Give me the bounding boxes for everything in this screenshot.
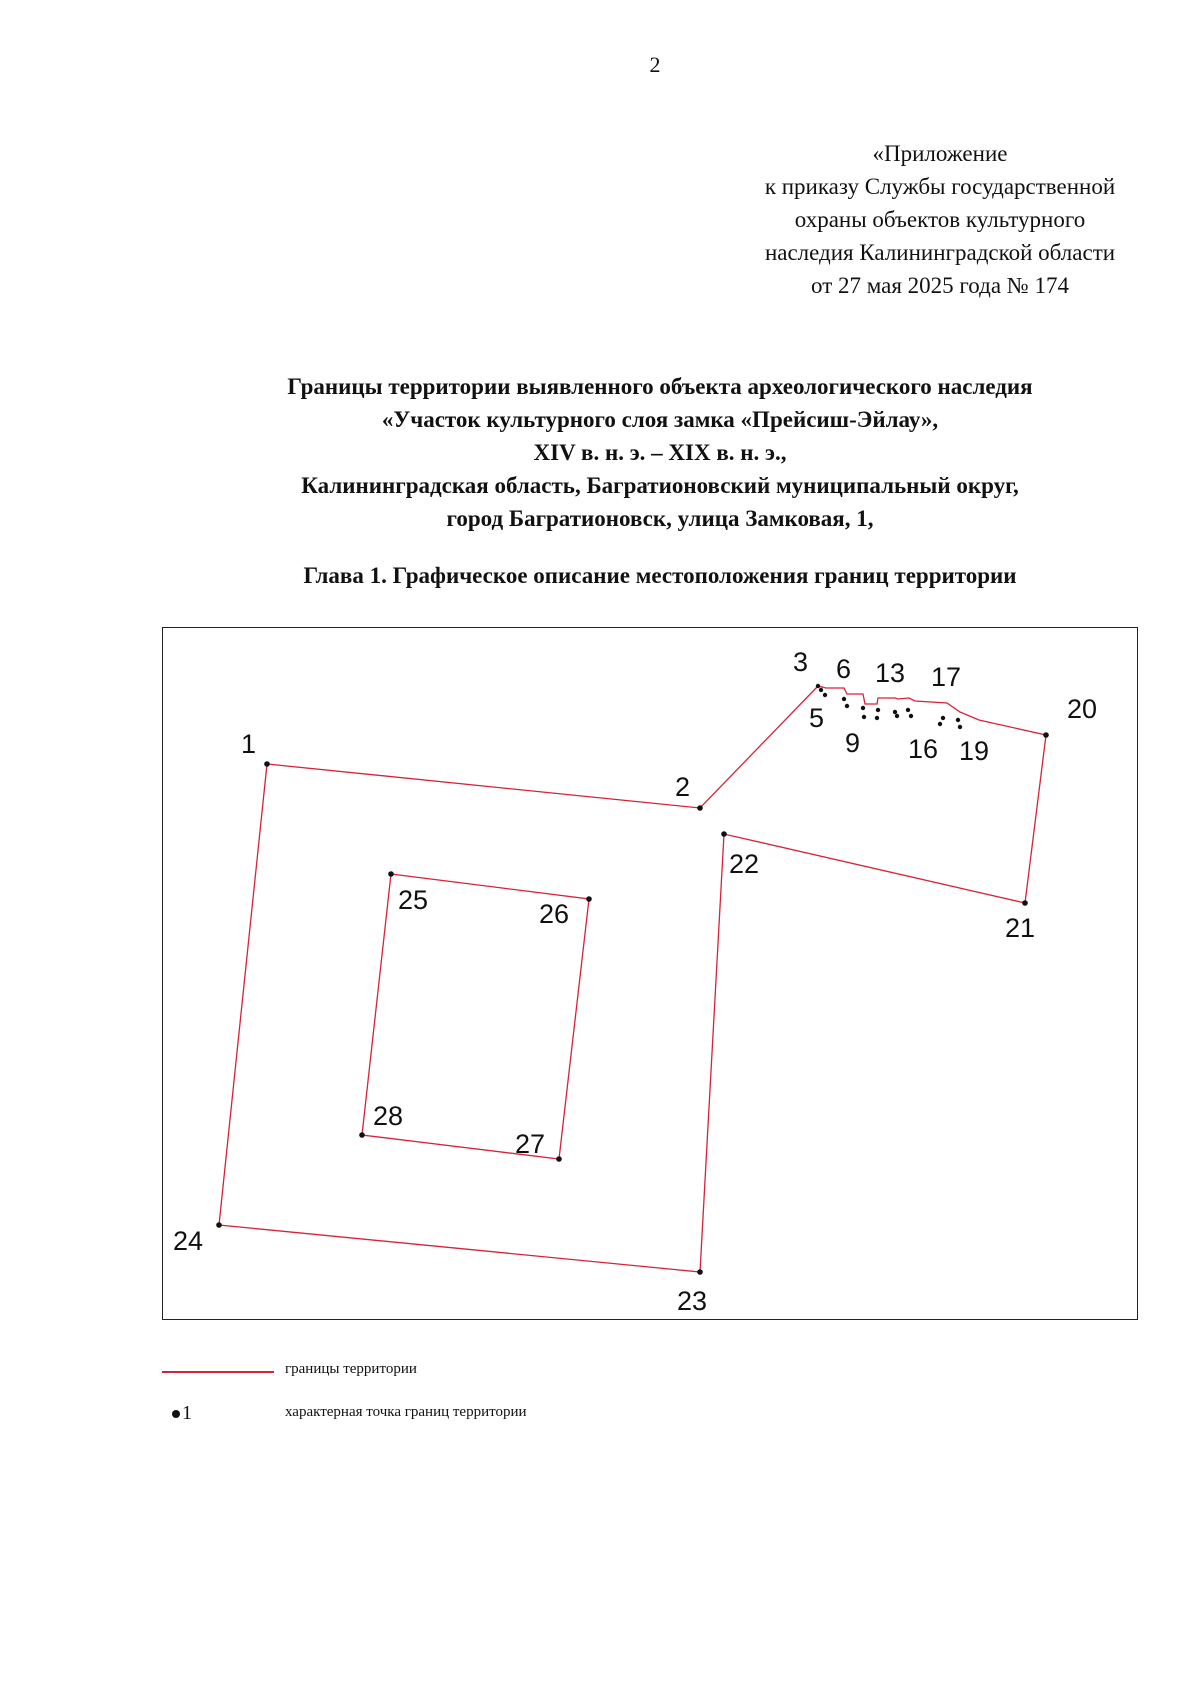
point-15-dot	[909, 714, 913, 718]
title-line: Границы территории выявленного объекта археологического наследия	[287, 374, 1033, 399]
appendix-line: к приказу Службы государственной	[764, 174, 1116, 199]
point-16-dot	[938, 722, 942, 726]
point-label-26: 26	[539, 899, 570, 929]
outer-boundary	[219, 686, 1046, 1272]
point-12-dot	[893, 710, 897, 714]
point-label-16: 16	[908, 734, 939, 764]
point-label-3: 3	[793, 647, 809, 677]
legend-point-symbol	[172, 1402, 192, 1425]
point-25-dot	[388, 871, 394, 877]
point-label-21: 21	[1005, 913, 1036, 943]
point-5-dot	[823, 693, 827, 697]
chapter-heading: Глава 1. Графическое описание местоположения границ территории	[303, 563, 1017, 588]
title-line: «Участок культурного слоя замка «Прейсиш-Эйлау»,	[381, 407, 939, 432]
point-label-25: 25	[398, 885, 429, 915]
point-6-dot	[842, 697, 846, 701]
point-label-24: 24	[173, 1226, 204, 1256]
legend-boundary-line	[162, 1371, 274, 1373]
point-marker-icon	[172, 1410, 180, 1418]
point-label-9: 9	[845, 728, 861, 758]
page-number: 2	[649, 52, 661, 77]
point-24-dot	[216, 1222, 222, 1228]
point-17-dot	[941, 716, 945, 720]
point-27-dot	[556, 1156, 562, 1162]
boundary-map-canvas	[163, 628, 1139, 1321]
point-label-20: 20	[1067, 694, 1098, 724]
point-18-dot	[956, 718, 960, 722]
point-1-dot	[264, 761, 270, 767]
legend-point-number: 1	[182, 1402, 192, 1424]
appendix-reference	[670, 137, 1200, 302]
point-9-dot	[862, 715, 866, 719]
legend-boundary-label: границы территории	[285, 1361, 417, 1377]
appendix-line: «Приложение	[872, 141, 1008, 166]
point-10-dot	[875, 716, 879, 720]
boundary-map	[162, 627, 1138, 1320]
point-label-19: 19	[959, 736, 990, 766]
point-label-5: 5	[809, 703, 825, 733]
appendix-line: наследия Калининградской области	[764, 240, 1116, 265]
appendix-line: охраны объектов культурного	[794, 207, 1086, 232]
point-label-2: 2	[675, 772, 691, 802]
point-28-dot	[359, 1132, 365, 1138]
point-14-dot	[906, 708, 910, 712]
point-23-dot	[697, 1269, 703, 1275]
point-3-dot	[816, 684, 820, 688]
point-label-6: 6	[836, 654, 852, 684]
point-11-dot	[876, 708, 880, 712]
point-2-dot	[697, 805, 703, 811]
point-8-dot	[861, 706, 865, 710]
point-labels	[173, 647, 1097, 1316]
point-22-dot	[721, 831, 727, 837]
appendix-line: от 27 мая 2025 года № 174	[811, 273, 1069, 298]
title-line: Калининградская область, Багратионовский муниципальный округ,	[301, 473, 1019, 498]
point-26-dot	[586, 896, 592, 902]
point-label-23: 23	[677, 1286, 708, 1316]
point-label-27: 27	[515, 1129, 546, 1159]
boundary-lines	[219, 686, 1046, 1272]
point-label-22: 22	[729, 849, 760, 879]
point-4-dot	[819, 688, 823, 692]
point-20-dot	[1043, 732, 1049, 738]
title-line: город Багратионовск, улица Замковая, 1,	[446, 506, 874, 531]
point-label-1: 1	[241, 729, 257, 759]
point-label-28: 28	[373, 1101, 404, 1131]
boundary-points	[216, 684, 1049, 1275]
point-13-dot	[895, 714, 899, 718]
point-21-dot	[1022, 900, 1028, 906]
point-19-dot	[958, 725, 962, 729]
title-line: XIV в. н. э. – XIX в. н. э.,	[533, 440, 787, 465]
point-7-dot	[845, 704, 849, 708]
point-label-17: 17	[931, 662, 962, 692]
point-label-13: 13	[875, 658, 906, 688]
legend-point-label: характерная точка границ территории	[285, 1404, 527, 1420]
document-title	[100, 370, 1200, 535]
